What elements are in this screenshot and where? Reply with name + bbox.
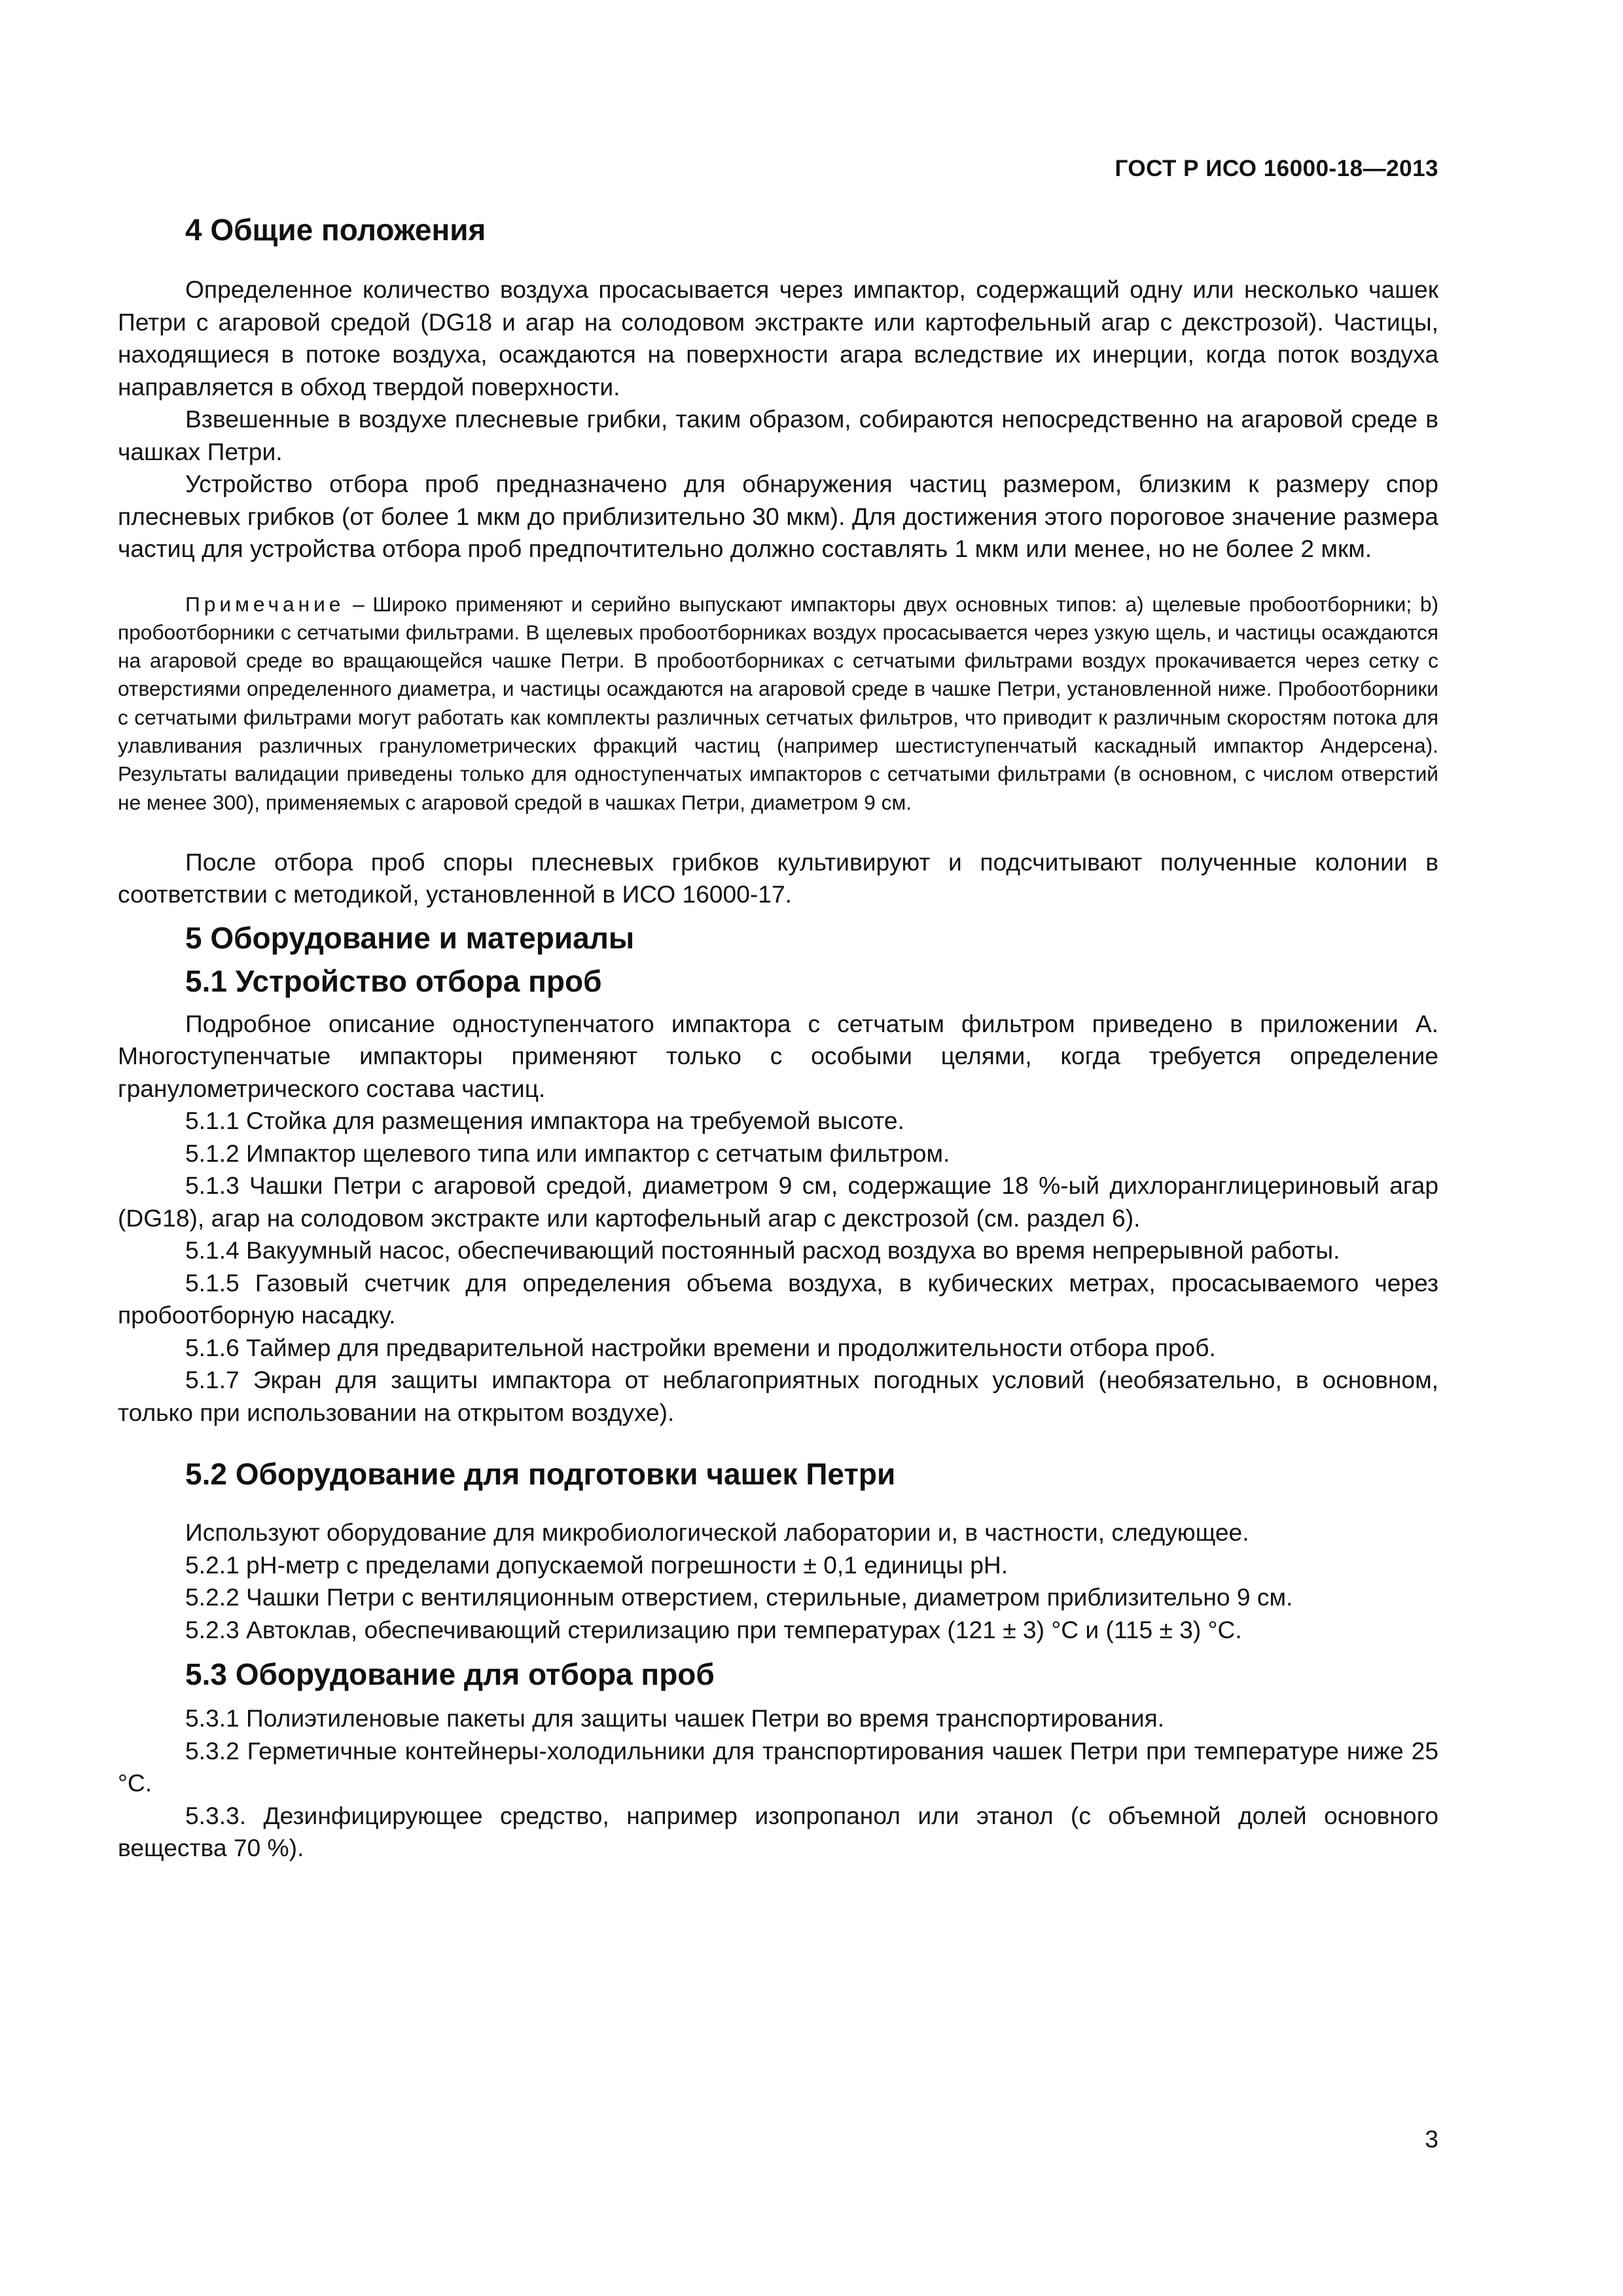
- item-5-3-3: 5.3.3. Дезинфицирующее средство, например изопропанол или этанол (с объемной долей основного вещества 70 %).: [118, 1801, 1438, 1862]
- item-5-1-5: 5.1.5 Газовый счетчик для определения объема воздуха, в кубических метрах, просасываемого через пробоотборную насадку.: [118, 1268, 1438, 1329]
- document-code-header: ГОСТ Р ИСО 16000-18—2013: [1115, 156, 1438, 181]
- item-5-2-3: 5.2.3 Автоклав, обеспечивающий стерилизацию при температурах (121 ± 3) °С и (115 ± 3) °С.: [185, 1615, 1242, 1643]
- section-4-title: 4 Общие положения: [185, 213, 486, 247]
- item-5-1-6: 5.1.6 Таймер для предварительной настройки времени и продолжительности отбора проб.: [185, 1333, 1216, 1361]
- section-4-paragraph-4: После отбора проб споры плесневых грибков культивируют и подсчитывают полученные колонии в соответствии с методикой, установленной в ИСО 16000-17.: [118, 848, 1438, 908]
- page-number: 3: [1425, 2126, 1438, 2153]
- item-5-1-2: 5.1.2 Импактор щелевого типа или импактор с сетчатым фильтром.: [185, 1139, 950, 1167]
- section-5-1-intro: Подробное описание одноступенчатого импактора с сетчатым фильтром приведено в приложении А. Многоступенчатые импакторы применяют только с особыми целями, когда требуется определение гранулометрического состава частиц.: [118, 1009, 1438, 1102]
- section-5-title: 5 Оборудование и материалы: [185, 920, 635, 955]
- section-4-paragraph-2: Взвешенные в воздухе плесневые грибки, таким образом, собираются непосредственно на агаровой среде в чашках Петри.: [118, 405, 1438, 465]
- section-5-3-title: 5.3 Оборудование для отбора проб: [185, 1657, 715, 1692]
- item-5-1-1: 5.1.1 Стойка для размещения импактора на требуемой высоте.: [185, 1107, 904, 1135]
- item-5-3-2: 5.3.2 Герметичные контейнеры-холодильники для транспортирования чашек Петри при температуре ниже 25 °С.: [118, 1736, 1438, 1797]
- item-5-1-7: 5.1.7 Экран для защиты импактора от неблагоприятных погодных условий (необязательно, в основном, только при использовании на открытом воздухе).: [118, 1366, 1438, 1426]
- section-4-paragraph-1: Определенное количество воздуха просасывается через импактор, содержащий одну или несколько чашек Петри с агаровой средой (DG18 и агар на солодовом экстракте или картофельный агар с декстрозой). Частицы, находящиеся в потоке воздуха, осаждаются на поверхности агара вследствие их инерции, когда поток воздуха направляется в обход твердой поверхности.: [118, 276, 1438, 401]
- section-4-paragraph-3: Устройство отбора проб предназначено для обнаружения частиц размером, близким к размеру спор плесневых грибков (от более 1 мкм до приблизительно 30 мкм). Для достижения этого пороговое значение размера частиц для устройства отбора проб предпочтительно должно составлять 1 мкм или менее, но не более 2 мкм.: [118, 470, 1438, 562]
- section-5-2-title: 5.2 Оборудование для подготовки чашек Петри: [185, 1457, 896, 1492]
- note-text: – Широко применяют и серийно выпускают импакторы двух основных типов: а) щелевые пробоотборники; b) пробоотборники с сетчатыми фильтрами. В щелевых пробоотборниках воздух просасывается через узкую щель, и частицы осаждаются на агаровой среде во вращающейся чашке Петри. В пробоотборниках с сетчатыми фильтрами воздух прокачивается через сетку с отверстиями определенного диаметра, и частицы осаждаются на агаровой среде в чашке Петри, установленной ниже. Пробоотборники с сетчатыми фильтрами могут работать как комплекты различных сетчатых фильтров, что приводит к различным скоростям потока для улавливания различных гранулометрических фракций частиц (например шестиступенчатый каскадный импактор Андерсена). Результаты валидации приведены только для одноступенчатых импакторов с сетчатыми фильтрами (в основном, с числом отверстий не менее 300), применяемых с агаровой средой в чашках Петри, диаметром 9 см.: [118, 592, 1438, 814]
- item-5-2-2: 5.2.2 Чашки Петри с вентиляционным отверстием, стерильные, диаметром приблизительно 9 см.: [185, 1583, 1293, 1611]
- section-5-1-title: 5.1 Устройство отбора проб: [185, 963, 602, 998]
- note-label: Примечание: [185, 592, 345, 616]
- item-5-2-1: 5.2.1 рН-метр с пределами допускаемой погрешности ± 0,1 единицы рН.: [185, 1551, 1008, 1579]
- page-content: [118, 209, 1438, 1865]
- item-5-1-4: 5.1.4 Вакуумный насос, обеспечивающий постоянный расход воздуха во время непрерывной работы.: [185, 1236, 1340, 1265]
- section-5-2-intro: Используют оборудование для микробиологической лаборатории и, в частности, следующее.: [185, 1518, 1249, 1547]
- item-5-1-3: 5.1.3 Чашки Петри с агаровой средой, диаметром 9 см, содержащие 18 %-ый дихлоранглицериновый агар (DG18), агар на солодовом экстракте или картофельный агар с декстрозой (см. раздел 6).: [118, 1172, 1438, 1232]
- section-4-note: [118, 590, 1438, 817]
- item-5-3-1: 5.3.1 Полиэтиленовые пакеты для защиты чашек Петри во время транспортирования.: [185, 1704, 1165, 1732]
